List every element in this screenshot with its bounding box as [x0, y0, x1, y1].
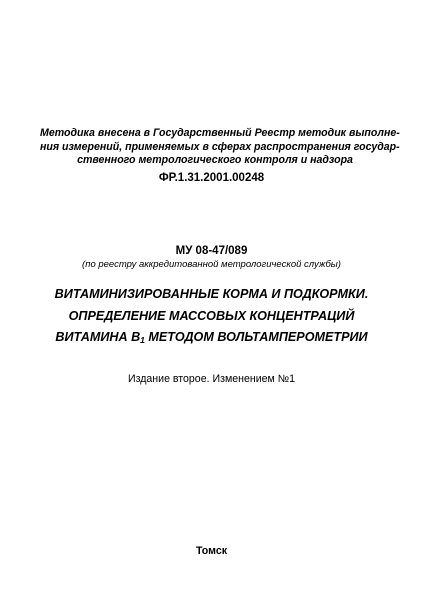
title-line-3-prefix: ВИТАМИНА В: [55, 330, 141, 344]
publication-city: Томск: [195, 545, 228, 557]
title-line-3: [0, 327, 423, 349]
edition-note: Издание второе. Изменением №1: [127, 373, 296, 385]
registry-note: (по реестру аккредитованной метрологической службы): [82, 259, 341, 270]
title-line-2: ОПРЕДЕЛЕНИЕ МАССОВЫХ КОНЦЕНТРАЦИЙ: [68, 308, 355, 323]
title-line-3-suffix: МЕТОДОМ ВОЛЬТАМПЕРОМЕТРИИ: [144, 330, 368, 344]
vitamin-subscript: 1: [140, 335, 145, 345]
intro-line-2: ния измерений, применяемых в сферах распространения государ-: [40, 140, 400, 153]
intro-line-3: ственного метрологического контроля и надзора: [77, 154, 353, 166]
registry-inclusion-note: [40, 127, 400, 168]
intro-line-1: Методика внесена в Государственный Реестр методик выполне-: [40, 127, 400, 139]
document-title: [0, 284, 423, 349]
document-code: МУ 08-47/089: [175, 245, 248, 257]
registry-code: ФР.1.31.2001.00248: [158, 172, 265, 184]
title-line-1: ВИТАМИНИЗИРОВАННЫЕ КОРМА И ПОДКОРМКИ.: [54, 287, 369, 301]
